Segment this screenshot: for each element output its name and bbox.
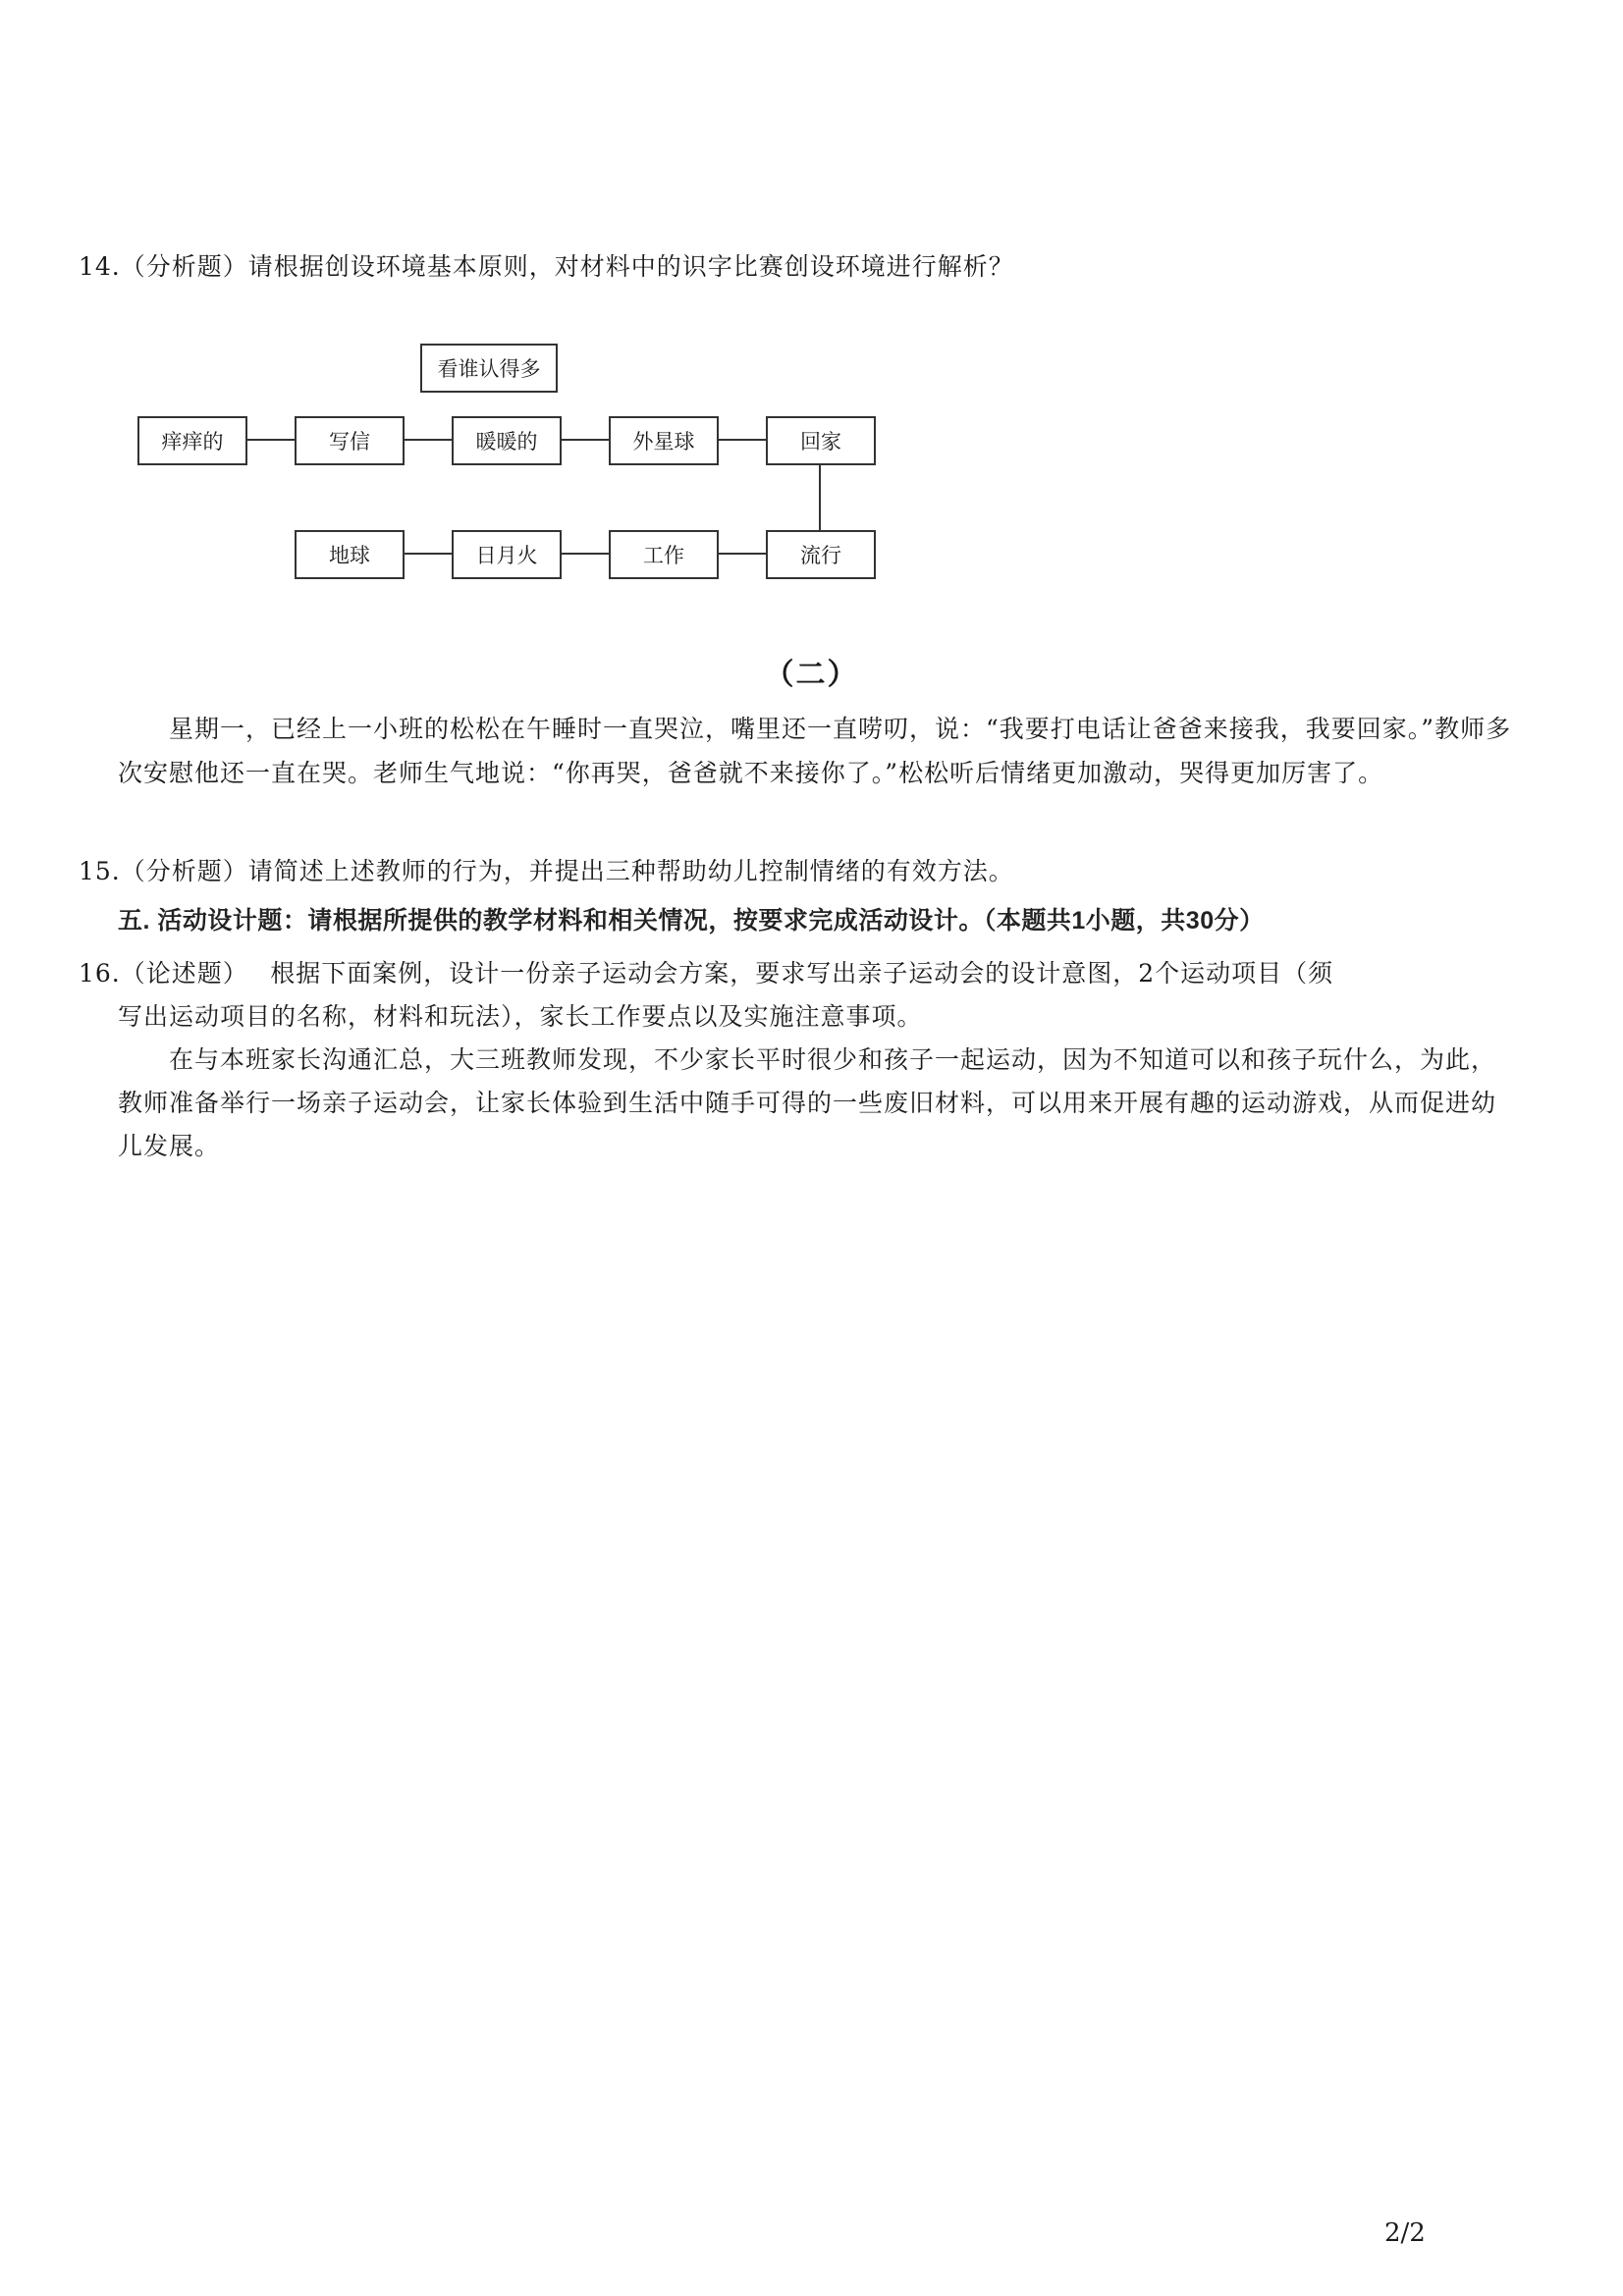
word-box: 日月火	[452, 530, 562, 579]
word-box: 写信	[295, 416, 405, 465]
connector	[717, 439, 766, 441]
word-box: 流行	[766, 530, 876, 579]
word-box: 工作	[609, 530, 719, 579]
connector	[717, 553, 766, 555]
question-16-line1: 16.（论述题） 根据下面案例，设计一份亲子运动会方案，要求写出亲子运动会的设计意图，2个运动项目（须	[79, 959, 1334, 988]
word-box: 暖暖的	[452, 416, 562, 465]
word-box: 外星球	[609, 416, 719, 465]
connector	[403, 553, 452, 555]
connector	[560, 439, 609, 441]
question-16-case: 在与本班家长沟通汇总，大三班教师发现，不少家长平时很少和孩子一起运动，因为不知道可以和孩子玩什么，为此，教师准备举行一场亲子运动会，让家长体验到生活中随手可得的一些废旧材料，可以用来开展有趣的运动游戏，从而促进幼儿发展。	[118, 1045, 1497, 1160]
literacy-game-diagram	[118, 314, 903, 589]
question-15: 15.（分析题）请简述上述教师的行为，并提出三种帮助幼儿控制情绪的有效方法。	[79, 857, 1014, 885]
diagram-title-box: 看谁认得多	[420, 344, 558, 393]
connector	[560, 553, 609, 555]
word-box: 痒痒的	[137, 416, 247, 465]
question-16-line2: 写出运动项目的名称，材料和玩法），家长工作要点以及实施注意事项。	[118, 1002, 923, 1031]
question-14: 14.（分析题）请根据创设环境基本原则，对材料中的识字比赛创设环境进行解析？	[79, 252, 1014, 281]
material-two-text: 星期一，已经上一小班的松松在午睡时一直哭泣，嘴里还一直唠叨，说：“我要打电话让爸爸来接我，我要回家。”教师多次安慰他还一直在哭。老师生气地说：“你再哭，爸爸就不来接你了。”松松听后情绪更加激动，哭得更加厉害了。	[118, 715, 1512, 787]
word-box: 地球	[295, 530, 405, 579]
section-two-heading: （二）	[764, 658, 859, 692]
connector	[403, 439, 452, 441]
section-five-heading: 五. 活动设计题：请根据所提供的教学材料和相关情况，按要求完成活动设计。（本题共1小题，共30分）	[118, 907, 1265, 934]
connector	[245, 439, 295, 441]
question-16	[79, 952, 1512, 1168]
page-number: 2/2	[1384, 2218, 1426, 2248]
word-box: 回家	[766, 416, 876, 465]
